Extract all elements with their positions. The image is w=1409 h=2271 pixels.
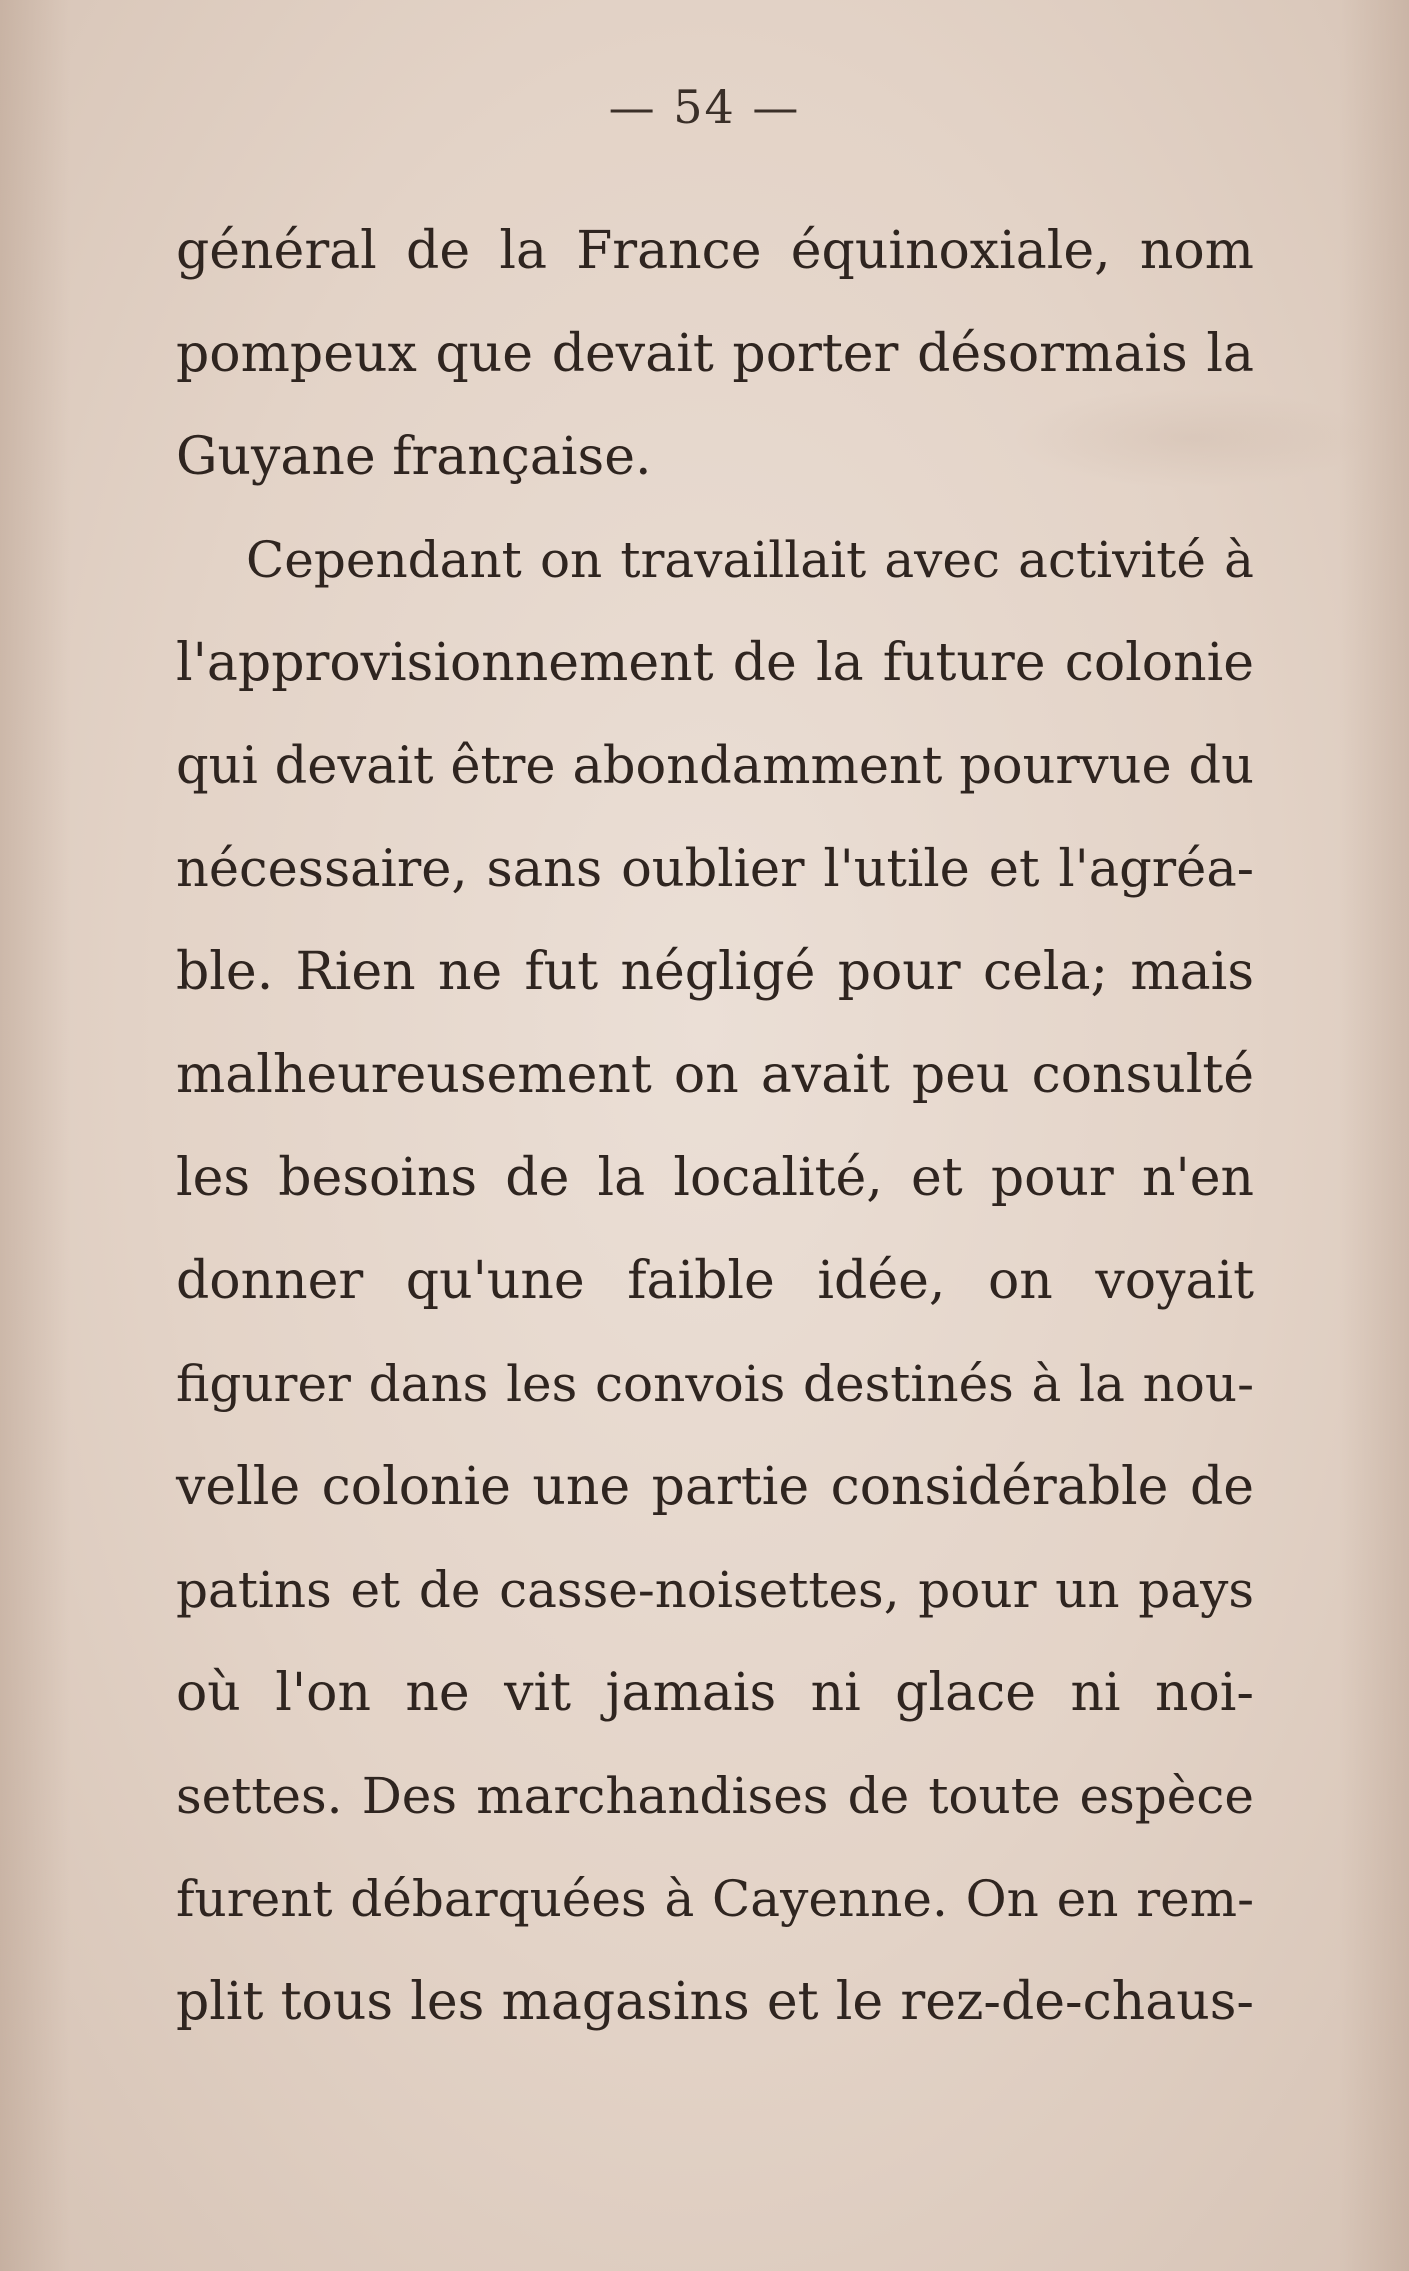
body-text: [176, 200, 1254, 2054]
text-line: patins et de casse-noisettes, pour un pays: [176, 1561, 1254, 1619]
page-number: — 54 —: [608, 80, 801, 134]
text-line: malheureusement on avait peu consulté: [176, 1045, 1254, 1105]
text-line: donner qu'une faible idée, on voyait: [176, 1251, 1254, 1311]
text-line: velle colonie une partie considérable de: [176, 1457, 1254, 1517]
text-line: l'approvisionnement de la future colonie: [176, 633, 1254, 693]
text-line: pompeux que devait porter désormais la: [176, 324, 1254, 384]
text-line: ble. Rien ne fut négligé pour cela; mais: [176, 942, 1254, 1002]
text-line: plit tous les magasins et le rez-de-chaus-: [176, 1972, 1254, 2032]
text-line: settes. Des marchandises de toute espèce: [176, 1767, 1254, 1825]
text-line: les besoins de la localité, et pour n'en: [176, 1148, 1254, 1208]
text-line: général de la France équinoxiale, nom: [176, 221, 1254, 281]
left-edge-shadow: [0, 0, 70, 2271]
right-edge-shadow: [1339, 0, 1409, 2271]
text-line: où l'on ne vit jamais ni glace ni noi-: [176, 1663, 1254, 1723]
text-line: furent débarquées à Cayenne. On en rem-: [176, 1870, 1254, 1928]
text-line: Cependant on travaillait avec activité à: [246, 531, 1254, 589]
text-line: qui devait être abondamment pourvue du: [176, 737, 1254, 796]
text-line: nécessaire, sans oublier l'utile et l'agréa-: [176, 840, 1254, 899]
text-line: Guyane française.: [176, 427, 652, 487]
text-line: figurer dans les convois destinés à la nou-: [176, 1355, 1254, 1413]
